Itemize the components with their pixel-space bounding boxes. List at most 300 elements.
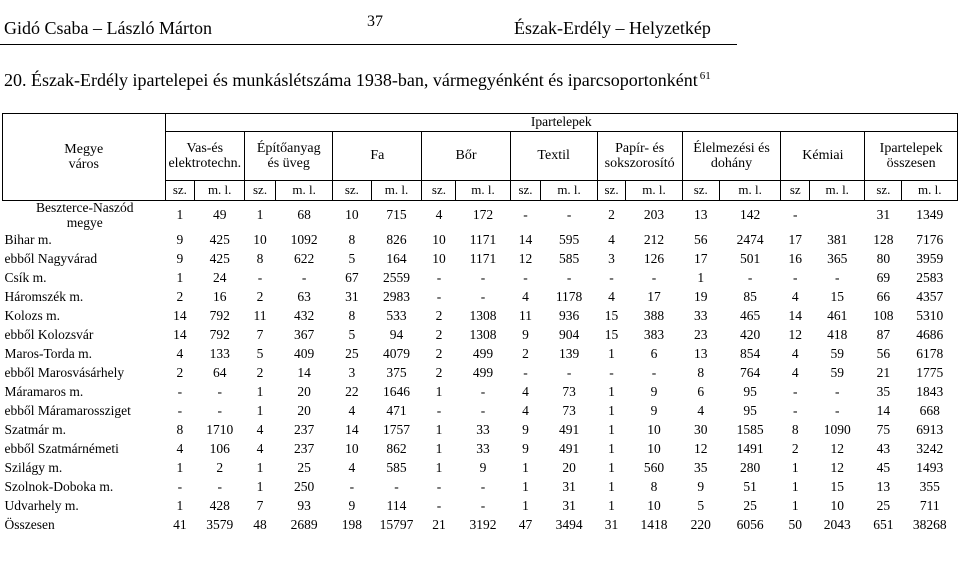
data-cell: 203 [643,207,665,223]
data-cell: 2 [435,364,443,380]
data-cell: 31 [345,288,359,304]
data-cell: 4 [348,459,356,475]
data-cell: - [349,478,355,494]
data-cell: 24 [212,269,227,285]
data-cell: 1418 [640,516,668,532]
data-cell: 9 [176,231,184,247]
data-cell: 1 [256,459,264,475]
data-cell: 1491 [736,440,764,456]
data-cell: 6 [697,383,705,399]
first-column-header-text: Megye város [64,141,104,172]
table-row [3,364,958,383]
data-cell: 2 [216,459,224,475]
data-cell: 4 [791,345,799,361]
data-cell: 1 [435,459,443,475]
data-cell: 2474 [736,231,764,247]
row-label: Háromszék m. [4,288,84,304]
data-cell: 9 [522,326,529,342]
data-cell: 6 [650,345,658,361]
data-cell: 31 [562,478,576,494]
sub-header-cell: m. l. [719,181,781,201]
sub-header-cell: m. l. [541,181,597,201]
data-cell: 10 [647,440,661,456]
data-cell: - [566,269,572,285]
data-cell: 420 [740,326,761,342]
data-cell: - [834,269,840,285]
data-cell: 4 [256,440,264,456]
data-cell: 4686 [916,326,944,342]
data-cell: 2 [791,440,799,456]
data-cell: 33 [476,440,490,456]
data-cell: 59 [830,345,844,361]
data-cell: 1585 [736,421,764,437]
data-cell: 2583 [916,269,944,285]
data-cell: 237 [293,440,315,456]
data-cell: 93 [297,497,311,513]
data-cell: 7 [256,326,264,342]
data-cell: 4 [791,288,799,304]
row-label: ebből Marosvásárhely [4,364,125,380]
data-cell: 471 [386,402,407,418]
sub-header-cell: m. l. [810,181,865,201]
first-column-header [3,114,166,201]
data-cell: 2 [608,207,615,223]
category-header-epitoanyag-es-uveg [245,132,333,181]
data-cell: 6056 [736,516,764,532]
table-row [3,440,958,459]
data-cell: - [480,497,486,513]
table-row [3,516,958,535]
row-label: ebből Kolozsvár [4,326,94,342]
table-row [3,459,958,478]
data-cell: 1 [608,440,615,456]
data-cell: 3579 [206,516,234,532]
data-cell: 16 [212,288,227,304]
data-cell: 936 [558,307,580,323]
data-cell: - [834,383,840,399]
table-row [3,383,958,402]
data-cell: 31 [604,516,619,532]
data-cell: 4 [522,288,529,304]
table-title [4,70,711,91]
data-cell: 21 [432,516,446,532]
sub-header-cell: m. l. [902,181,958,201]
data-cell: 533 [386,307,407,323]
data-cell: 56 [693,231,708,247]
data-cell: 3192 [469,516,497,532]
data-cell: - [523,269,528,285]
data-cell: 11 [519,307,533,323]
category-header-ipartelepek-osszesen [865,132,958,181]
data-cell: - [609,269,614,285]
data-cell: 2 [435,307,443,323]
data-cell: 4 [176,345,184,361]
row-label: Maros-Torda m. [4,345,93,361]
sub-header-cell: sz. [422,181,456,201]
data-cell: 13 [693,345,708,361]
data-cell: 9 [479,459,487,475]
data-cell: - [257,269,263,285]
category-header-bor [422,132,510,181]
data-cell: 1 [697,269,705,285]
data-cell: 12 [693,440,708,456]
data-cell: - [651,364,657,380]
data-cell: 1493 [916,459,944,475]
data-cell: 499 [472,345,494,361]
data-cell: - [566,364,572,380]
data-cell: 388 [643,307,665,323]
data-cell: 9 [697,478,705,494]
category-header-vas-es-elektrotechn [165,132,245,181]
data-cell: - [523,207,528,223]
table-row [3,250,958,269]
data-cell: 7 [256,497,264,513]
table-row [3,288,958,307]
data-cell: 1 [435,440,443,456]
data-cell: 10 [432,231,446,247]
data-cell: 64 [212,364,227,380]
row-label: ebből Nagyvárad [4,250,98,266]
data-cell: 425 [209,250,230,266]
data-cell: 59 [830,364,844,380]
sub-header-cell: sz. [510,181,541,201]
data-cell: 31 [562,497,576,513]
data-cell: 1 [608,383,615,399]
data-cell: 48 [253,516,267,532]
data-cell: - [436,478,442,494]
category-header-textil [510,132,597,181]
data-cell: 14 [173,307,187,323]
data-cell: 425 [209,231,230,247]
data-cell: 826 [386,231,407,247]
category-header-label: Papír- és sokszorosító [604,140,675,171]
row-label: Szilágy m. [4,459,63,475]
data-cell: 280 [740,459,761,475]
data-cell: 2 [256,364,264,380]
data-cell: 1 [608,402,615,418]
data-cell: 1171 [469,250,497,266]
data-cell: 69 [876,269,891,285]
data-cell: 1 [256,383,264,399]
data-cell: 4357 [916,288,944,304]
data-cell: - [436,402,442,418]
data-cell: - [436,497,442,513]
data-cell: 854 [740,345,761,361]
data-cell: 3494 [555,516,583,532]
data-cell: 12 [788,326,802,342]
data-cell: 8 [650,478,658,494]
data-cell: 95 [743,402,757,418]
data-cell: - [480,288,486,304]
category-header-label: Építőanyag és üveg [256,140,321,171]
category-header-papir-es-sokszorosito [597,132,682,181]
data-cell: - [793,207,798,223]
data-cell: 4 [522,402,529,418]
data-cell: 14 [345,421,359,437]
data-cell: 25 [297,459,311,475]
data-cell: - [651,269,657,285]
data-cell: 15 [830,478,844,494]
data-cell: 12 [518,250,533,266]
data-cell: 19 [693,288,708,304]
data-cell: 126 [643,250,665,266]
data-cell: 106 [209,440,230,456]
data-cell: 1 [791,478,799,494]
data-cell: 23 [693,326,708,342]
data-cell: 25 [743,497,757,513]
data-cell: 75 [876,421,891,437]
category-header-label: Élelmezési és dohány [693,140,770,171]
sub-header-cell: m. l. [195,181,245,201]
data-cell: 409 [293,345,315,361]
data-cell: 4 [608,288,615,304]
data-cell: 1 [176,269,184,285]
data-table [2,113,958,535]
data-cell: 2 [256,288,264,304]
data-cell: 1178 [555,288,583,304]
data-cell: 142 [740,207,761,223]
data-cell: 13 [693,207,708,223]
data-cell: 128 [873,231,894,247]
data-cell: 1 [791,459,799,475]
data-cell: 35 [876,383,891,399]
data-cell: 461 [827,307,848,323]
data-cell: 1 [176,497,184,513]
table-row [3,478,958,497]
data-cell: 2 [522,345,529,361]
data-cell: 8 [348,231,356,247]
table-row [3,231,958,250]
data-cell: 49 [212,207,227,223]
data-cell: 14 [876,402,891,418]
data-cell: 585 [386,459,407,475]
data-cell: 73 [562,402,576,418]
sub-header-cell: sz [781,181,810,201]
data-cell: 50 [788,516,802,532]
data-cell: 1 [256,207,264,223]
category-header-label: Fa [370,148,385,164]
row-label: Szolnok-Doboka m. [4,478,114,494]
data-cell: - [566,207,572,223]
data-cell: - [301,269,307,285]
data-cell: - [436,269,442,285]
table-row [3,402,958,421]
data-cell: 904 [558,326,580,342]
data-cell: 418 [827,326,848,342]
data-cell: 56 [876,345,891,361]
data-cell: 1 [435,383,443,399]
category-header-label: Ipartelepek összesen [879,140,943,171]
data-cell: 14 [518,231,533,247]
data-cell: 7176 [916,231,944,247]
data-cell: 9 [522,440,529,456]
data-cell: 367 [293,326,315,342]
data-cell: 1308 [469,307,497,323]
data-cell: 2 [435,326,443,342]
data-cell: 45 [876,459,891,475]
data-cell: 15 [830,288,844,304]
data-cell: - [177,478,183,494]
data-cell: - [480,402,486,418]
data-cell: 47 [518,516,533,532]
data-cell: 1 [522,478,529,494]
data-cell: 9 [348,497,356,513]
data-cell: 1775 [916,364,944,380]
data-cell: 1349 [916,207,944,223]
data-cell: 15797 [379,516,414,532]
data-cell: 94 [389,326,404,342]
category-header-label: Textil [537,148,570,164]
data-cell: 8 [176,421,184,437]
row-label: ebből Szatmárnémeti [4,440,119,456]
data-cell: 9 [522,421,529,437]
data-cell: 212 [643,231,665,247]
table-title-footnote: 61 [699,70,711,82]
data-cell: 792 [209,307,230,323]
data-cell: 13 [876,478,891,494]
data-cell: 711 [919,497,940,513]
data-cell: 1 [608,459,615,475]
data-cell: - [480,478,486,494]
data-cell: 355 [919,478,940,494]
data-cell: - [394,478,399,494]
data-cell: 51 [743,478,757,494]
table-row [3,269,958,288]
data-cell: 11 [253,307,267,323]
data-cell: 9 [650,402,658,418]
data-cell: 2 [176,288,184,304]
data-cell: 3959 [916,250,944,266]
data-cell: 491 [558,440,580,456]
data-cell: 63 [297,288,311,304]
data-cell: - [177,402,183,418]
data-cell: 10 [345,440,359,456]
data-cell: 4 [697,402,705,418]
data-cell: 10 [432,250,446,266]
data-cell: - [217,478,222,494]
data-cell: 651 [873,516,894,532]
data-cell: 1 [176,459,184,475]
data-cell: 17 [788,231,802,247]
data-cell: 491 [558,421,580,437]
data-cell: 10 [647,497,661,513]
sub-header-cell: sz. [865,181,902,201]
data-cell: 198 [341,516,363,532]
header-book-title: Észak-Erdély – Helyzetkép [514,18,711,38]
data-cell: 1843 [916,383,944,399]
data-cell: 2043 [823,516,851,532]
data-cell: 14 [173,326,187,342]
row-label: Máramaros m. [4,383,84,399]
data-cell: - [609,364,614,380]
data-cell: 1092 [290,231,318,247]
data-cell: 465 [740,307,761,323]
data-cell: 8 [348,307,356,323]
data-cell: 4 [791,364,799,380]
table-row [3,326,958,345]
data-cell: 4079 [383,345,410,361]
data-cell: 1646 [383,383,410,399]
data-cell: 15 [604,307,619,323]
data-cell: 1 [256,478,264,494]
data-cell: 4 [256,421,264,437]
data-cell: 622 [293,250,315,266]
data-cell: 10 [253,231,267,247]
data-cell: 428 [209,497,230,513]
row-label: Összesen [4,516,55,532]
row-label: ebből Máramarossziget [4,402,131,418]
category-header-kemiai [781,132,865,181]
data-cell: 4 [435,207,443,223]
header-rule [0,44,737,45]
data-cell: 560 [643,459,665,475]
data-cell: 8 [697,364,705,380]
data-cell: 14 [297,364,311,380]
category-header-fa [333,132,422,181]
data-cell: 12 [830,440,844,456]
data-cell: 8 [256,250,264,266]
category-header-elelmezesi-es-dohany [682,132,781,181]
data-cell: 33 [693,307,708,323]
data-cell: 5 [348,250,356,266]
data-cell: - [793,402,798,418]
data-cell: 35 [693,459,708,475]
data-cell: 2 [176,364,184,380]
data-cell: - [480,269,486,285]
data-cell: 365 [827,250,848,266]
sub-header-cell: sz. [333,181,371,201]
data-cell: 68 [297,207,311,223]
data-cell: 237 [293,421,315,437]
data-cell: - [217,402,222,418]
data-cell: 14 [788,307,802,323]
data-cell: 792 [209,326,230,342]
data-cell: 6178 [916,345,944,361]
data-cell: 43 [876,440,891,456]
data-cell: 1308 [469,326,497,342]
sub-header-cell: m. l. [275,181,332,201]
data-cell: 1 [608,345,615,361]
sub-header-cell: m. l. [371,181,422,201]
data-cell: 2559 [383,269,410,285]
data-cell: 4 [608,231,615,247]
row-label: Udvarhely m. [4,497,79,513]
data-cell: 25 [876,497,891,513]
table-row [3,497,958,516]
data-cell: 95 [743,383,757,399]
sub-header-cell: sz. [165,181,195,201]
data-cell: 33 [476,421,490,437]
data-cell: 66 [876,288,891,304]
data-cell: 1 [608,421,615,437]
data-cell: 108 [873,307,894,323]
data-cell: 1 [608,497,615,513]
data-cell: 1171 [469,231,497,247]
data-cell: 73 [562,383,576,399]
data-cell: 3242 [916,440,944,456]
data-cell: 31 [876,207,891,223]
data-cell: 2689 [290,516,318,532]
data-cell: 17 [647,288,661,304]
data-cell: - [793,269,798,285]
data-cell: 114 [386,497,407,513]
data-cell: 20 [297,402,311,418]
data-cell: 25 [345,345,359,361]
data-cell: 668 [919,402,940,418]
data-cell: 9 [650,383,658,399]
data-cell: 16 [788,250,802,266]
data-cell: 501 [740,250,761,266]
